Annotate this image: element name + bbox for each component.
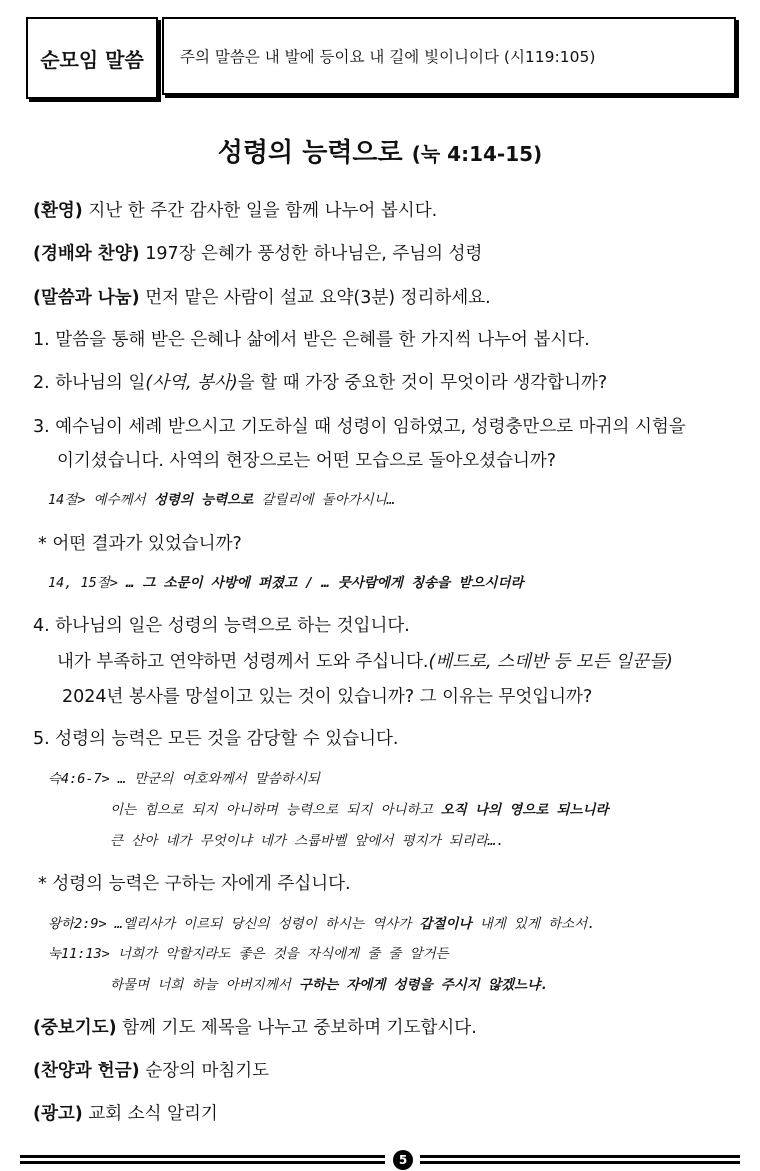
welcome-text: 지난 한 주간 감사한 일을 함께 나누어 봅시다. <box>82 201 438 221</box>
handwritten-note-8 <box>110 973 548 993</box>
notice-text: 교회 소식 알리기 <box>82 1104 218 1124</box>
intercession-text: 함께 기도 제목을 나누고 중보하며 기도합시다. <box>116 1018 477 1038</box>
word-label: (말씀과 나눔) <box>33 288 140 308</box>
question-3-line1: 3. 예수님이 세례 받으시고 기도하실 때 성령이 임하였고, 성령충만으로 마귀의 시험을 <box>33 417 686 437</box>
note-1-b: 성령의 능력으로 <box>153 492 254 508</box>
star-question-2: * 성령의 능력은 구하는 자에게 주십니다. <box>38 874 351 894</box>
question-4-line2-italic: (베드로, 스데반 등 모든 일꾼들) <box>428 652 673 672</box>
handwritten-note-4 <box>110 798 609 818</box>
notice-label: (광고) <box>33 1104 83 1124</box>
title-reference: (눅 4:14-15) <box>411 142 543 166</box>
question-3-line2: 이기셨습니다. 사역의 현장으로는 어떤 모습으로 돌아오셨습니까? <box>57 451 557 471</box>
page-title <box>0 132 760 169</box>
footer-rule-right-1 <box>420 1155 740 1158</box>
intercession-line <box>33 1014 477 1039</box>
page-footer <box>20 1150 740 1170</box>
star-question-1: * 어떤 결과가 있었습니까? <box>38 534 242 554</box>
header-verse: 주의 말씀은 내 발에 등이요 내 길에 빛이니이다 (시119:105) <box>180 48 596 66</box>
note-6-c: 내게 있게 하소서. <box>471 916 596 932</box>
question-2-a: 2. 하나님의 일 <box>33 373 146 393</box>
question-4-line2-a: 내가 부족하고 연약하면 성령께서 도와 주십니다. <box>57 652 429 672</box>
handwritten-note-2 <box>48 571 524 591</box>
handwritten-note-6 <box>48 912 595 932</box>
note-2-a: 14, 15절> <box>48 575 127 591</box>
note-8-a: 하물며 너희 하늘 아버지께서 <box>110 977 300 993</box>
question-1: 1. 말씀을 통해 받은 은혜나 삶에서 받은 은혜를 한 가지씩 나누어 봅시다. <box>33 330 590 350</box>
note-1-c: 갈릴리에 돌아가시니… <box>253 492 396 508</box>
offering-line <box>33 1057 269 1082</box>
worship-line <box>33 240 482 265</box>
question-2-italic: (사역, 봉사) <box>145 373 238 393</box>
worship-label: (경배와 찬양) <box>33 244 140 264</box>
handwritten-note-3: 슥4:6-7> … 만군의 여호와께서 말씀하시되 <box>48 771 320 787</box>
section-label: 순모임 말씀 <box>40 47 144 72</box>
handwritten-note-5: 큰 산아 네가 무엇이냐 네가 스룹바벨 앞에서 평지가 되리라…. <box>110 833 505 849</box>
note-1-a: 14절> 예수께서 <box>48 492 154 508</box>
question-4-line2 <box>57 648 673 673</box>
note-8-b: 구하는 자에게 성령을 주시지 않겠느냐. <box>299 977 549 993</box>
section-label-box <box>26 17 158 99</box>
welcome-label: (환영) <box>33 201 83 221</box>
notice-line <box>33 1100 218 1125</box>
question-4-line1: 4. 하나님의 일은 성령의 능력으로 하는 것입니다. <box>33 616 410 636</box>
question-2-b: 을 할 때 가장 중요한 것이 무엇이라 생각합니까? <box>237 373 608 393</box>
intercession-label: (중보기도) <box>33 1018 117 1038</box>
question-2 <box>33 369 607 394</box>
footer-rule-left-2 <box>20 1161 385 1164</box>
note-2-b: … 그 소문이 사방에 퍼졌고 / … 뭇사람에게 칭송을 받으시더라 <box>126 575 524 591</box>
question-5: 5. 성령의 능력은 모든 것을 감당할 수 있습니다. <box>33 729 399 749</box>
note-6-b: 갑절이나 <box>419 916 472 932</box>
offering-text: 순장의 마침기도 <box>139 1061 270 1081</box>
note-4-b: 오직 나의 영으로 되느니라 <box>440 802 609 818</box>
verse-box <box>162 17 736 95</box>
word-text: 먼저 맡은 사람이 설교 요약(3분) 정리하세요. <box>139 288 491 308</box>
page-number: 5 <box>393 1150 413 1170</box>
footer-rule-right-2 <box>420 1161 740 1164</box>
note-6-a: 왕하2:9> …엘리사가 이르되 당신의 성령이 하시는 역사가 <box>48 916 420 932</box>
handwritten-note-7: 눅11:13> 너희가 악할지라도 좋은 것을 자식에게 줄 줄 알거든 <box>48 946 449 962</box>
worship-text: 197장 은혜가 풍성한 하나님은, 주님의 성령 <box>139 244 483 264</box>
offering-label: (찬양과 헌금) <box>33 1061 140 1081</box>
title-main: 성령의 능력으로 <box>217 138 403 168</box>
note-4-a: 이는 힘으로 되지 아니하며 능력으로 되지 아니하고 <box>110 802 441 818</box>
handwritten-note-1 <box>48 488 395 508</box>
welcome-line <box>33 197 437 222</box>
word-line <box>33 284 491 309</box>
question-4-line3: 2024년 봉사를 망설이고 있는 것이 있습니까? 그 이유는 무엇입니까? <box>62 687 593 707</box>
footer-rule-left-1 <box>20 1155 385 1158</box>
